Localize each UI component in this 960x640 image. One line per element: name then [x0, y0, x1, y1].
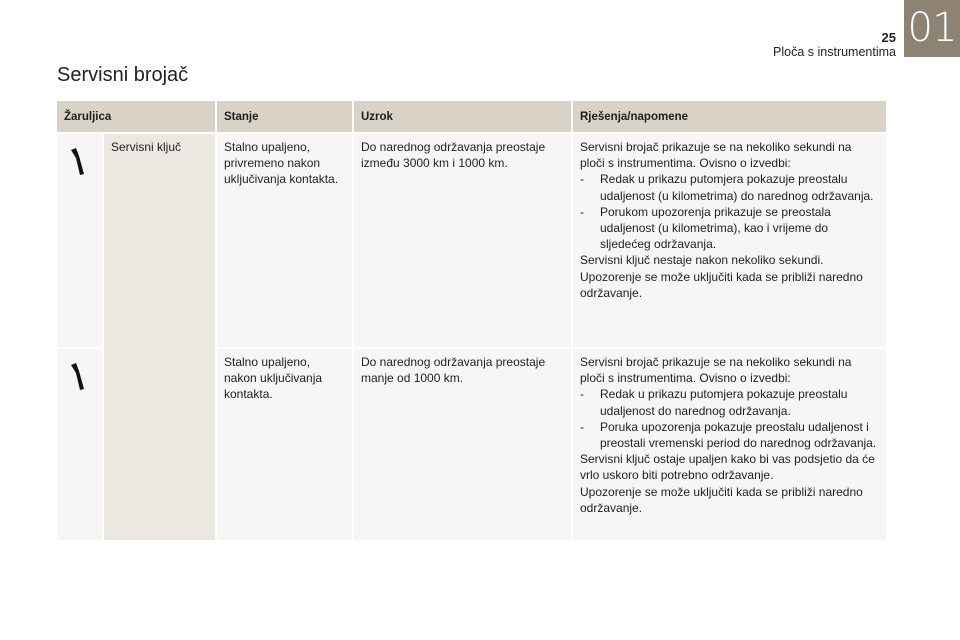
- chapter-tab: 01: [904, 0, 960, 57]
- notes-intro: Servisni brojač prikazuje se na nekoliko sekundi na ploči s instrumentima. Ovisno o izvedbi:: [580, 355, 852, 386]
- notes-outro: Upozorenje se može uključiti kada se približi naredno održavanje.: [580, 484, 863, 515]
- chapter-title: Ploča s instrumentima: [773, 45, 896, 59]
- notes-outro: Servisni ključ nestaje nakon nekoliko sekundi.: [580, 253, 824, 268]
- column-header-cause: Uzrok: [354, 101, 573, 132]
- cause-cell: Do narednog održavanja preostaje između 3000 km i 1000 km.: [354, 132, 573, 347]
- state-cell: Stalno upaljeno, privremeno nakon uključivanja kontakta.: [217, 132, 354, 347]
- wrench-icon: [67, 359, 93, 393]
- list-item: - Redak u prikazu putomjera pokazuje preostalu udaljenost do narednog održavanja.: [580, 387, 848, 418]
- section-title: Servisni brojač: [57, 64, 189, 86]
- table-header-row: [57, 101, 886, 132]
- notes-outro: Servisni ključ ostaje upaljen kako bi vas podsjetio da će vrlo uskoro biti potrebno održavanje.: [580, 452, 875, 483]
- list-item: - Porukom upozorenja prikazuje se preostala udaljenost (u kilometrima), kao i vrijeme do sljedećeg održavanja.: [580, 204, 831, 252]
- column-header-lamp: Žaruljica: [57, 101, 217, 132]
- notes-cell: [573, 347, 886, 540]
- warning-lamp-table: [57, 101, 886, 540]
- lamp-name: Servisni ključ: [111, 140, 182, 154]
- page-number: 25: [881, 30, 896, 45]
- table-row: [57, 132, 886, 347]
- wrench-icon: [67, 144, 93, 178]
- notes-intro: Servisni brojač prikazuje se na nekoliko sekundi na ploči s instrumentima. Ovisno o izvedbi:: [580, 140, 852, 171]
- state-cell: Stalno upaljeno, nakon uključivanja kontakta.: [217, 347, 354, 540]
- cause-cell: Do narednog održavanja preostaje manje od 1000 km.: [354, 347, 573, 540]
- column-header-state: Stanje: [217, 101, 354, 132]
- list-item: - Poruka upozorenja pokazuje preostalu udaljenost i preostali vremenski period do narednog održavanja.: [580, 419, 877, 451]
- notes-outro: Upozorenje se može uključiti kada se približi naredno održavanje.: [580, 269, 863, 300]
- icon-cell: [57, 132, 104, 347]
- icon-cell: [57, 347, 104, 540]
- list-item: - Redak u prikazu putomjera pokazuje preostalu udaljenost (u kilometrima) do narednog održavanja.: [580, 172, 874, 203]
- lamp-name-cell: [104, 132, 217, 540]
- column-header-notes: Rješenja/napomene: [573, 101, 886, 132]
- notes-cell: [573, 132, 886, 347]
